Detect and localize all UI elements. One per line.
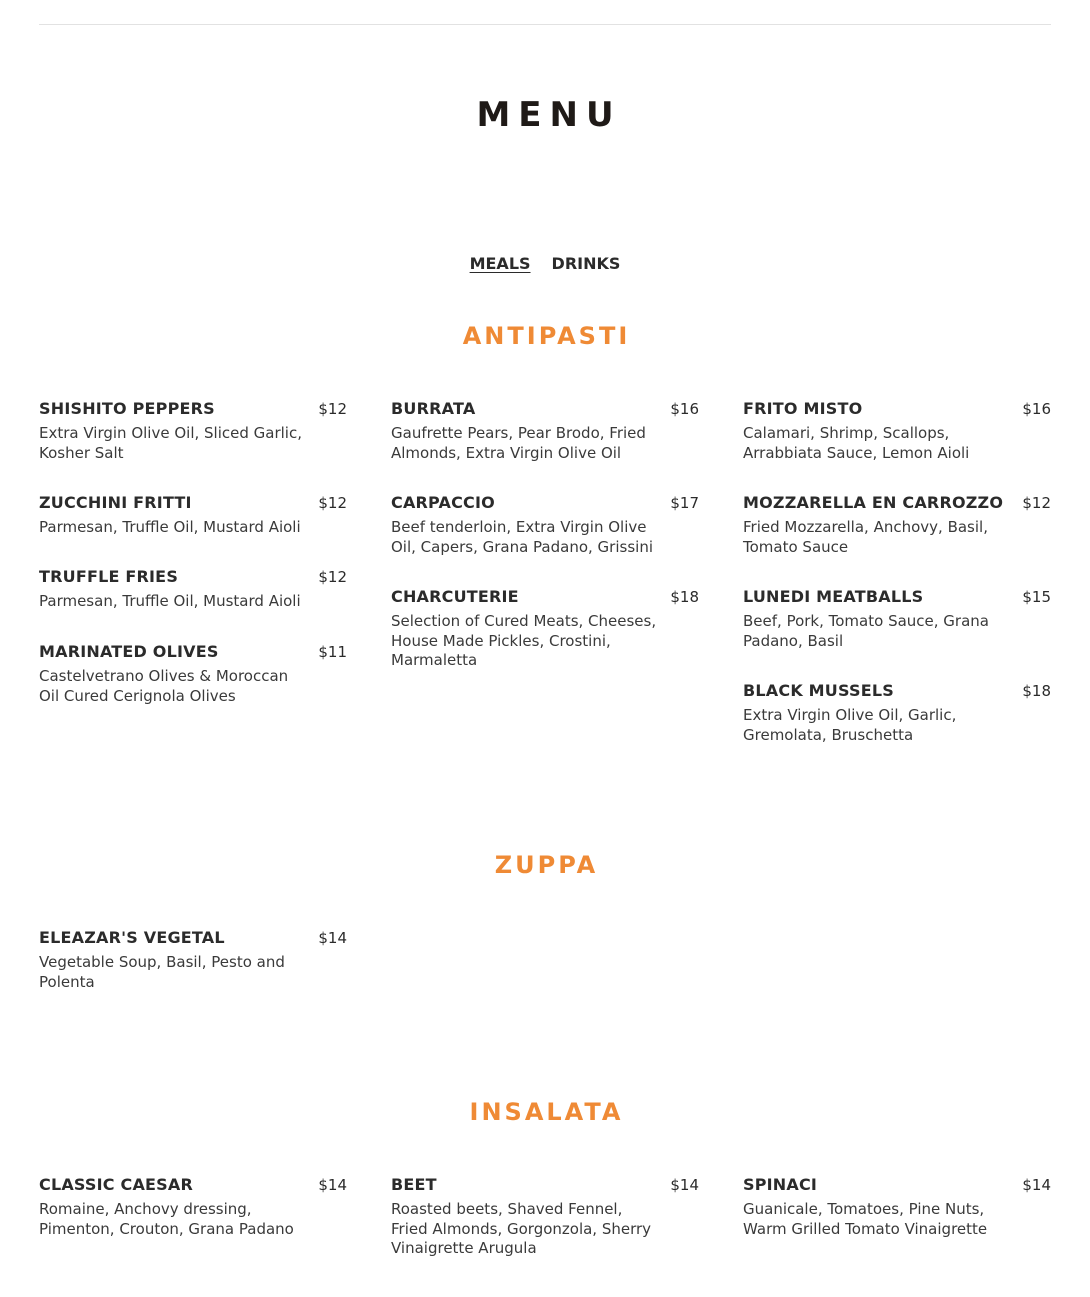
item-name: ELEAZAR'S VEGETAL (39, 928, 225, 947)
menu-item (391, 587, 699, 671)
menu-item (39, 1175, 347, 1239)
item-description: Parmesan, Truffle Oil, Mustard Aioli (39, 592, 301, 610)
menu-item (743, 493, 1051, 557)
item-price: $17 (670, 494, 699, 512)
item-price: $16 (670, 400, 699, 418)
item-name: ZUCCHINI FRITTI (39, 493, 192, 512)
item-name: CLASSIC CAESAR (39, 1175, 193, 1194)
item-price: $12 (318, 494, 347, 512)
item-description: Parmesan, Truffle Oil, Mustard Aioli (39, 518, 301, 536)
menu-item (743, 681, 1051, 745)
page-title: MENU (476, 95, 622, 135)
item-description: Beef tenderloin, Extra Virgin Olive Oil, Capers, Grana Padano, Grissini (391, 518, 653, 556)
item-description: Gaufrette Pears, Pear Brodo, Fried Almonds, Extra Virgin Olive Oil (391, 424, 646, 462)
item-name: MOZZARELLA EN CARROZZO (743, 493, 1004, 512)
tab-meals[interactable]: MEALS (469, 254, 531, 273)
menu-tabs (0, 254, 1090, 273)
item-name: TRUFFLE FRIES (39, 567, 179, 586)
item-description: Fried Mozzarella, Anchovy, Basil, Tomato Sauce (743, 518, 988, 556)
section-title-zuppa: ZUPPA (494, 851, 599, 879)
menu-item (39, 567, 347, 612)
item-price: $18 (1022, 682, 1051, 700)
item-price: $16 (1022, 400, 1051, 418)
item-description: Extra Virgin Olive Oil, Garlic, Gremolata, Bruschetta (743, 706, 957, 744)
item-name: CHARCUTERIE (391, 587, 519, 606)
menu-item (743, 399, 1051, 463)
item-description: Extra Virgin Olive Oil, Sliced Garlic, Kosher Salt (39, 424, 302, 462)
menu-item (39, 493, 347, 538)
item-price: $12 (1022, 494, 1051, 512)
item-name: SPINACI (743, 1175, 818, 1194)
section-title-antipasti: ANTIPASTI (462, 322, 631, 350)
item-price: $14 (318, 929, 347, 947)
section-title-insalata: INSALATA (469, 1098, 624, 1126)
item-name: SHISHITO PEPPERS (39, 399, 215, 418)
item-price: $12 (318, 568, 347, 586)
item-description: Vegetable Soup, Basil, Pesto and Polenta (39, 953, 285, 991)
item-description: Romaine, Anchovy dressing, Pimenton, Crouton, Grana Padano (39, 1200, 294, 1238)
menu-item (39, 642, 347, 706)
item-name: LUNEDI MEATBALLS (743, 587, 924, 606)
tab-drinks[interactable]: DRINKS (551, 254, 621, 273)
item-description: Guanicale, Tomatoes, Pine Nuts, Warm Grilled Tomato Vinaigrette (743, 1200, 988, 1238)
item-price: $15 (1022, 588, 1051, 606)
item-price: $12 (318, 400, 347, 418)
menu-item (391, 1175, 699, 1259)
item-description: Calamari, Shrimp, Scallops, Arrabbiata Sauce, Lemon Aioli (743, 424, 970, 462)
item-price: $14 (670, 1176, 699, 1194)
menu-item (39, 399, 347, 463)
menu-item (391, 399, 699, 463)
item-description: Beef, Pork, Tomato Sauce, Grana Padano, Basil (743, 612, 989, 650)
item-name: MARINATED OLIVES (39, 642, 219, 661)
item-name: BLACK MUSSELS (743, 681, 894, 700)
item-name: BEET (391, 1175, 437, 1194)
item-description: Selection of Cured Meats, Cheeses, House Made Pickles, Crostini, Marmaletta (391, 612, 657, 669)
menu-item (391, 493, 699, 557)
item-description: Roasted beets, Shaved Fennel, Fried Almonds, Gorgonzola, Sherry Vinaigrette Arugula (391, 1200, 652, 1257)
item-price: $18 (670, 588, 699, 606)
item-name: BURRATA (391, 399, 476, 418)
item-price: $11 (318, 643, 347, 661)
item-name: CARPACCIO (391, 493, 495, 512)
item-description: Castelvetrano Olives & Moroccan Oil Cured Cerignola Olives (39, 667, 289, 705)
item-name: FRITO MISTO (743, 399, 863, 418)
top-divider (39, 24, 1051, 25)
item-price: $14 (1022, 1176, 1051, 1194)
item-price: $14 (318, 1176, 347, 1194)
menu-item (743, 587, 1051, 651)
menu-item (39, 928, 347, 992)
menu-item (743, 1175, 1051, 1239)
